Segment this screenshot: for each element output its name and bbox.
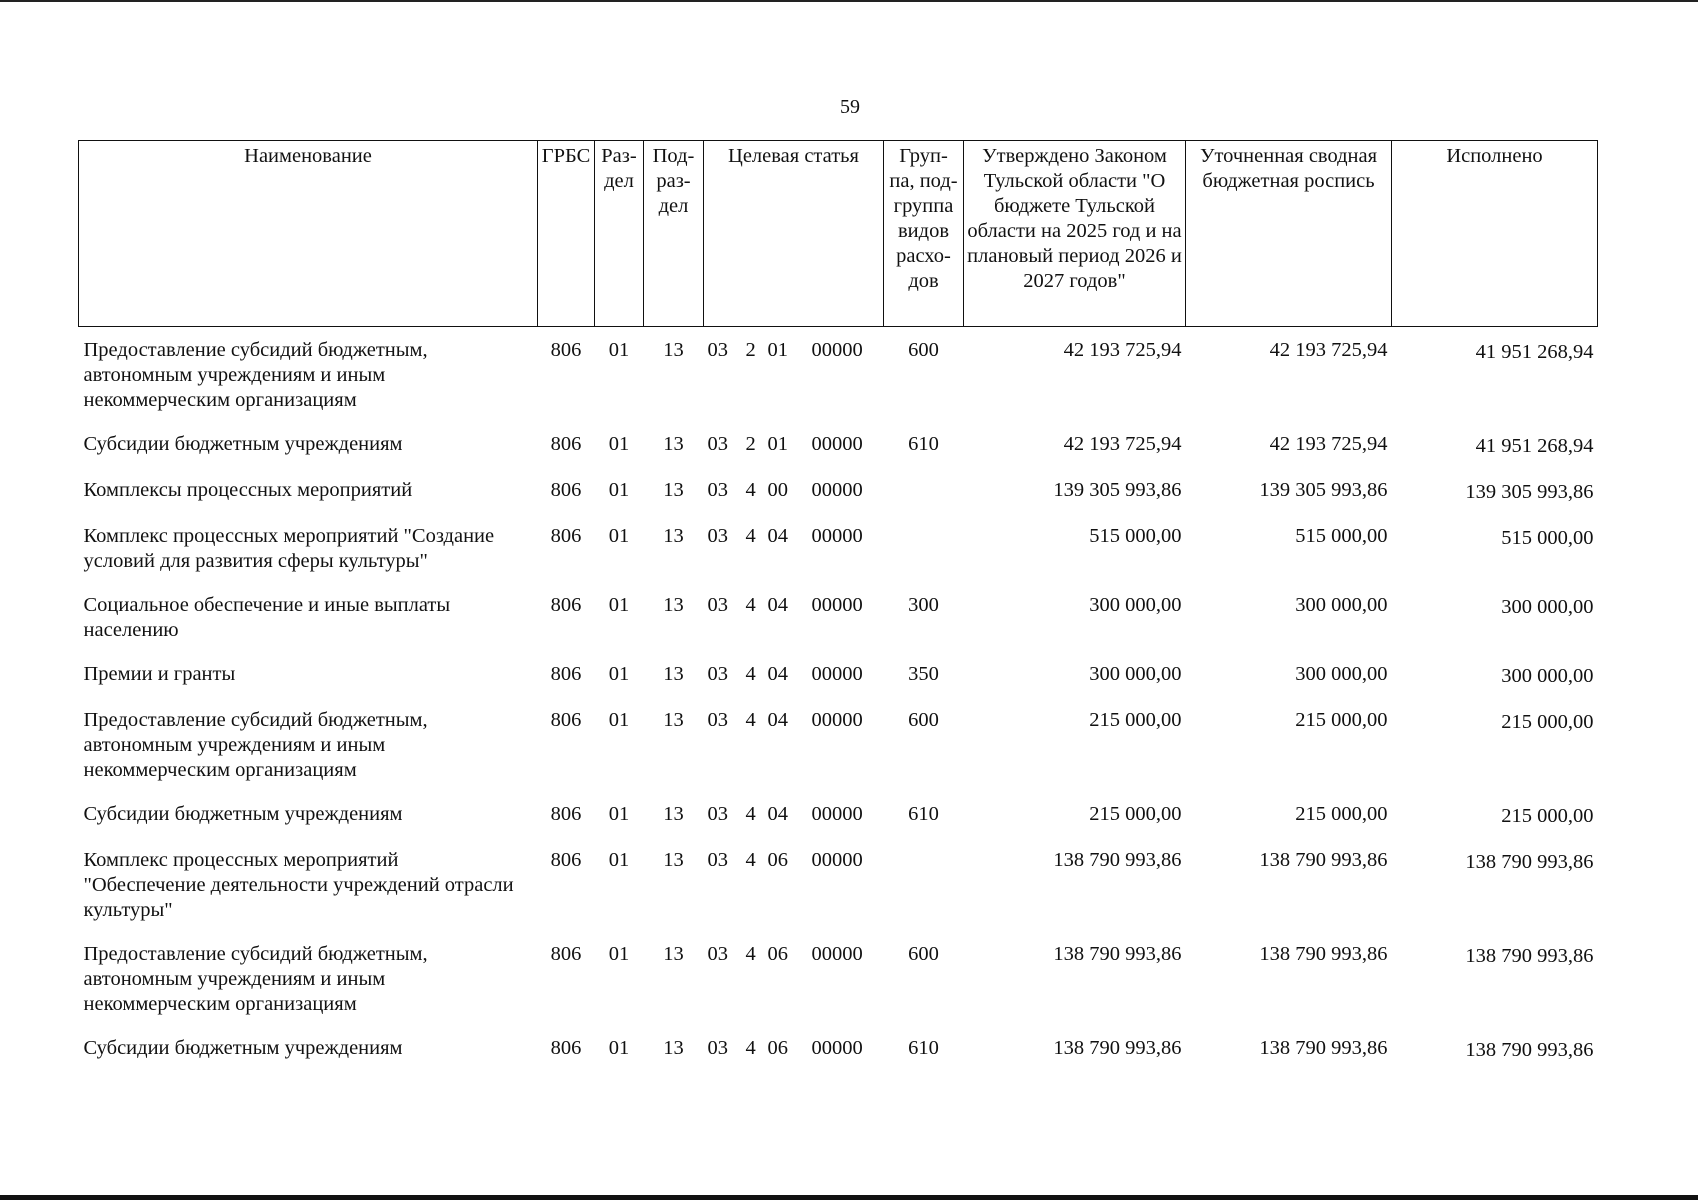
- scan-top-border: [0, 0, 1698, 2]
- target-element-code: 06: [767, 849, 788, 871]
- row-grbs: 806: [550, 803, 582, 825]
- row-refined: 138 790 993,86: [1259, 1037, 1388, 1059]
- row-grbs: 806: [550, 1037, 582, 1059]
- row-approved: 139 305 993,86: [1053, 479, 1182, 501]
- row-executed: 41 951 268,94: [1475, 435, 1594, 457]
- row-name: Комплексы процессных мероприятий: [83, 479, 413, 501]
- row-executed: 215 000,00: [1501, 711, 1594, 733]
- table-body: [79, 327, 1598, 1072]
- row-razdel: 01: [608, 339, 630, 361]
- row-podrazdel: 13: [663, 525, 684, 547]
- row-grbs: 806: [550, 433, 582, 455]
- row-podrazdel: 13: [663, 849, 684, 871]
- target-type-code: 4: [745, 709, 756, 731]
- header-approved: Утверждено Законом Тульской области "О бюджете Тульской области на 2025 год и на плановый период 2026 и 2027 годов": [964, 141, 1186, 327]
- target-program-code: 03: [707, 849, 728, 871]
- table-row: [79, 651, 1598, 697]
- row-executed: 215 000,00: [1501, 805, 1594, 827]
- target-program-code: 03: [707, 943, 728, 965]
- header-refined: Уточненная сводная бюджетная роспись: [1186, 141, 1392, 327]
- table-header: [79, 141, 1598, 327]
- row-expense-group: 600: [908, 709, 939, 731]
- table-row: [79, 697, 1598, 791]
- target-program-code: 03: [707, 803, 728, 825]
- row-refined: 515 000,00: [1295, 525, 1388, 547]
- row-target-article: [704, 1025, 884, 1071]
- row-grbs: 806: [550, 339, 582, 361]
- scan-bottom-border: [0, 1195, 1698, 1200]
- row-approved: 42 193 725,94: [1063, 433, 1182, 455]
- table-row: [79, 421, 1598, 467]
- header-name: Наименование: [79, 141, 538, 327]
- row-approved: 138 790 993,86: [1053, 943, 1182, 965]
- row-podrazdel: 13: [663, 339, 684, 361]
- header-podrazdel: Под- раз- дел: [644, 141, 704, 327]
- target-direction-code: 00000: [811, 943, 863, 965]
- target-type-code: 4: [745, 1037, 756, 1059]
- target-direction-code: 00000: [811, 849, 863, 871]
- header-expense-group: Груп- па, под- группа видов расхо- дов: [884, 141, 964, 327]
- row-razdel: 01: [608, 663, 630, 685]
- row-razdel: 01: [608, 849, 630, 871]
- row-name: Предоставление субсидий бюджетным, автономным учреждениям и иным некоммерческим организациям: [83, 709, 428, 781]
- row-podrazdel: 13: [663, 479, 684, 501]
- row-target-article: [704, 651, 884, 697]
- target-direction-code: 00000: [811, 663, 863, 685]
- target-direction-code: 00000: [811, 803, 863, 825]
- target-program-code: 03: [707, 479, 728, 501]
- row-approved: 138 790 993,86: [1053, 1037, 1182, 1059]
- header-grbs: ГРБС: [538, 141, 595, 327]
- row-name: Социальное обеспечение и иные выплаты населению: [83, 594, 451, 641]
- row-executed: 138 790 993,86: [1465, 945, 1594, 967]
- row-executed: 300 000,00: [1501, 596, 1594, 618]
- table-row: [79, 327, 1598, 422]
- row-refined: 215 000,00: [1295, 803, 1388, 825]
- row-executed: 139 305 993,86: [1465, 481, 1594, 503]
- row-podrazdel: 13: [663, 709, 684, 731]
- table-row: [79, 931, 1598, 1025]
- row-executed: 515 000,00: [1501, 527, 1594, 549]
- row-refined: 139 305 993,86: [1259, 479, 1388, 501]
- table-row: [79, 582, 1598, 651]
- row-target-article: [704, 582, 884, 651]
- row-approved: 300 000,00: [1089, 594, 1182, 616]
- row-approved: 215 000,00: [1089, 709, 1182, 731]
- row-name: Субсидии бюджетным учреждениям: [83, 803, 403, 825]
- row-refined: 138 790 993,86: [1259, 943, 1388, 965]
- row-expense-group: 610: [908, 1037, 939, 1059]
- row-refined: 138 790 993,86: [1259, 849, 1388, 871]
- target-type-code: 4: [745, 663, 756, 685]
- row-podrazdel: 13: [663, 1037, 684, 1059]
- row-podrazdel: 13: [663, 943, 684, 965]
- row-target-article: [704, 697, 884, 791]
- row-podrazdel: 13: [663, 594, 684, 616]
- target-element-code: 01: [767, 339, 788, 361]
- target-element-code: 04: [767, 594, 788, 616]
- target-type-code: 4: [745, 803, 756, 825]
- row-razdel: 01: [608, 1037, 630, 1059]
- row-expense-group: 600: [908, 339, 939, 361]
- table-row: [79, 1025, 1598, 1071]
- target-direction-code: 00000: [811, 479, 863, 501]
- row-approved: 138 790 993,86: [1053, 849, 1182, 871]
- row-target-article: [704, 513, 884, 582]
- table-row: [79, 467, 1598, 513]
- page-number: 59: [840, 96, 860, 118]
- row-podrazdel: 13: [663, 433, 684, 455]
- target-element-code: 06: [767, 1037, 788, 1059]
- target-element-code: 04: [767, 709, 788, 731]
- row-expense-group: 610: [908, 433, 939, 455]
- row-expense-group: [884, 467, 964, 513]
- target-type-code: 4: [745, 943, 756, 965]
- row-name: Предоставление субсидий бюджетным, автономным учреждениям и иным некоммерческим организациям: [83, 943, 428, 1015]
- row-grbs: 806: [550, 663, 582, 685]
- target-direction-code: 00000: [811, 594, 863, 616]
- row-grbs: 806: [550, 525, 582, 547]
- row-grbs: 806: [550, 849, 582, 871]
- row-refined: 300 000,00: [1295, 594, 1388, 616]
- row-razdel: 01: [608, 525, 630, 547]
- target-program-code: 03: [707, 1037, 728, 1059]
- target-program-code: 03: [707, 594, 728, 616]
- row-expense-group: 610: [908, 803, 939, 825]
- target-element-code: 06: [767, 943, 788, 965]
- row-name: Субсидии бюджетным учреждениям: [83, 1037, 403, 1059]
- target-type-code: 2: [745, 433, 756, 455]
- row-razdel: 01: [608, 709, 630, 731]
- row-name: Премии и гранты: [83, 663, 236, 685]
- target-direction-code: 00000: [811, 339, 863, 361]
- header-razdel: Раз- дел: [595, 141, 644, 327]
- target-program-code: 03: [707, 663, 728, 685]
- row-target-article: [704, 837, 884, 931]
- target-element-code: 01: [767, 433, 788, 455]
- target-element-code: 00: [767, 479, 788, 501]
- target-direction-code: 00000: [811, 525, 863, 547]
- row-name: Предоставление субсидий бюджетным, автономным учреждениям и иным некоммерческим организациям: [83, 339, 428, 411]
- row-target-article: [704, 421, 884, 467]
- budget-table: [78, 140, 1598, 1071]
- row-name: Комплекс процессных мероприятий "Создание условий для развития сферы культуры": [83, 525, 495, 572]
- row-target-article: [704, 467, 884, 513]
- target-direction-code: 00000: [811, 709, 863, 731]
- target-type-code: 4: [745, 525, 756, 547]
- row-executed: 41 951 268,94: [1475, 341, 1594, 363]
- target-element-code: 04: [767, 663, 788, 685]
- table-row: [79, 837, 1598, 931]
- row-executed: 300 000,00: [1501, 665, 1594, 687]
- target-direction-code: 00000: [811, 1037, 863, 1059]
- row-expense-group: 350: [908, 663, 939, 685]
- row-grbs: 806: [550, 709, 582, 731]
- row-razdel: 01: [608, 433, 630, 455]
- target-program-code: 03: [707, 525, 728, 547]
- row-expense-group: [884, 837, 964, 931]
- row-name: Субсидии бюджетным учреждениям: [83, 433, 403, 455]
- table-row: [79, 791, 1598, 837]
- target-type-code: 2: [745, 339, 756, 361]
- row-razdel: 01: [608, 943, 630, 965]
- row-expense-group: [884, 513, 964, 582]
- table-row: [79, 513, 1598, 582]
- row-refined: 42 193 725,94: [1269, 433, 1388, 455]
- row-razdel: 01: [608, 803, 630, 825]
- target-element-code: 04: [767, 803, 788, 825]
- target-type-code: 4: [745, 849, 756, 871]
- row-executed: 138 790 993,86: [1465, 851, 1594, 873]
- target-program-code: 03: [707, 709, 728, 731]
- target-program-code: 03: [707, 433, 728, 455]
- row-razdel: 01: [608, 479, 630, 501]
- row-razdel: 01: [608, 594, 630, 616]
- row-expense-group: 300: [908, 594, 939, 616]
- row-grbs: 806: [550, 594, 582, 616]
- target-type-code: 4: [745, 479, 756, 501]
- row-approved: 42 193 725,94: [1063, 339, 1182, 361]
- row-refined: 215 000,00: [1295, 709, 1388, 731]
- header-executed: Исполнено: [1392, 141, 1598, 327]
- row-podrazdel: 13: [663, 663, 684, 685]
- row-approved: 515 000,00: [1089, 525, 1182, 547]
- target-direction-code: 00000: [811, 433, 863, 455]
- row-name: Комплекс процессных мероприятий "Обеспечение деятельности учреждений отрасли культуры": [83, 849, 514, 921]
- row-refined: 300 000,00: [1295, 663, 1388, 685]
- header-target-article: Целевая статья: [704, 141, 884, 327]
- row-target-article: [704, 791, 884, 837]
- row-refined: 42 193 725,94: [1269, 339, 1388, 361]
- row-approved: 215 000,00: [1089, 803, 1182, 825]
- target-program-code: 03: [707, 339, 728, 361]
- row-expense-group: 600: [908, 943, 939, 965]
- target-type-code: 4: [745, 594, 756, 616]
- row-grbs: 806: [550, 943, 582, 965]
- row-target-article: [704, 931, 884, 1025]
- row-executed: 138 790 993,86: [1465, 1039, 1594, 1061]
- target-element-code: 04: [767, 525, 788, 547]
- row-approved: 300 000,00: [1089, 663, 1182, 685]
- row-target-article: [704, 327, 884, 422]
- row-grbs: 806: [550, 479, 582, 501]
- row-podrazdel: 13: [663, 803, 684, 825]
